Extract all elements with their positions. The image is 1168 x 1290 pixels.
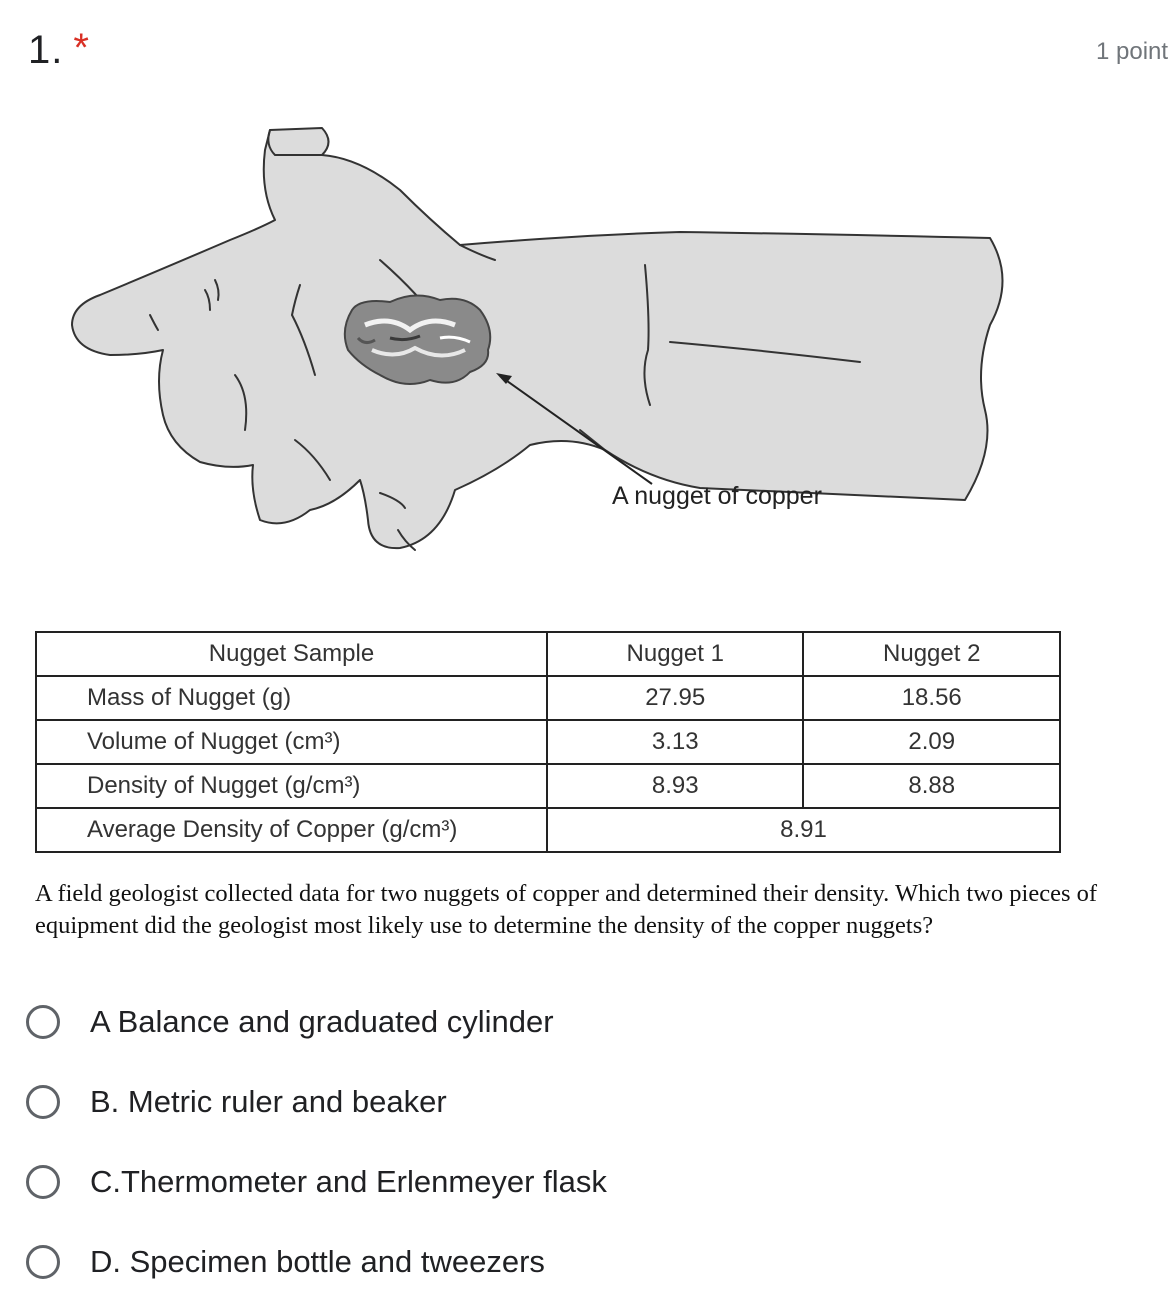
option-label: B. Metric ruler and beaker [90, 1084, 447, 1119]
hand-illustration [60, 110, 1010, 570]
option-label: A Balance and graduated cylinder [90, 1004, 554, 1039]
row-label-density: Density of Nugget (g/cm³) [36, 764, 547, 808]
table-row [36, 808, 1060, 852]
option-label: C.Thermometer and Erlenmeyer flask [90, 1164, 607, 1199]
table-row [36, 720, 1060, 764]
header-nugget-2: Nugget 2 [803, 632, 1060, 676]
row-label-volume: Volume of Nugget (cm³) [36, 720, 547, 764]
cell-mass-nugget-2: 18.56 [803, 676, 1060, 720]
nugget-data-table [35, 631, 1061, 853]
cell-mass-nugget-1: 27.95 [547, 676, 804, 720]
cell-density-nugget-1: 8.93 [547, 764, 804, 808]
radio-button-icon[interactable] [26, 1005, 60, 1039]
cell-density-nugget-2: 8.88 [803, 764, 1060, 808]
cell-average-density: 8.91 [547, 808, 1060, 852]
cell-volume-nugget-1: 3.13 [547, 720, 804, 764]
radio-button-icon[interactable] [26, 1245, 60, 1279]
radio-button-icon[interactable] [26, 1085, 60, 1119]
row-label-average-density: Average Density of Copper (g/cm³) [36, 808, 547, 852]
question-header [28, 28, 89, 78]
points-label: 1 point [1096, 38, 1168, 65]
header-nugget-sample: Nugget Sample [36, 632, 547, 676]
hand-nugget-illustration [60, 110, 1010, 570]
figure-caption: A nugget of copper [612, 482, 822, 510]
table-row [36, 764, 1060, 808]
question-prompt: A field geologist collected data for two nuggets of copper and determined their density. Which two pieces of equipment did the geologist most likely use to determine the density of the copper nuggets? [35, 880, 1098, 939]
required-asterisk: * [73, 26, 89, 70]
option-d[interactable] [26, 1242, 545, 1282]
table-row [36, 676, 1060, 720]
option-c[interactable] [26, 1162, 607, 1202]
option-b[interactable] [26, 1082, 447, 1122]
table-header-row [36, 632, 1060, 676]
option-a[interactable] [26, 1002, 554, 1042]
header-nugget-1: Nugget 1 [547, 632, 804, 676]
row-label-mass: Mass of Nugget (g) [36, 676, 547, 720]
radio-button-icon[interactable] [26, 1165, 60, 1199]
option-label: D. Specimen bottle and tweezers [90, 1244, 545, 1279]
cell-volume-nugget-2: 2.09 [803, 720, 1060, 764]
question-number: 1. [28, 28, 64, 72]
